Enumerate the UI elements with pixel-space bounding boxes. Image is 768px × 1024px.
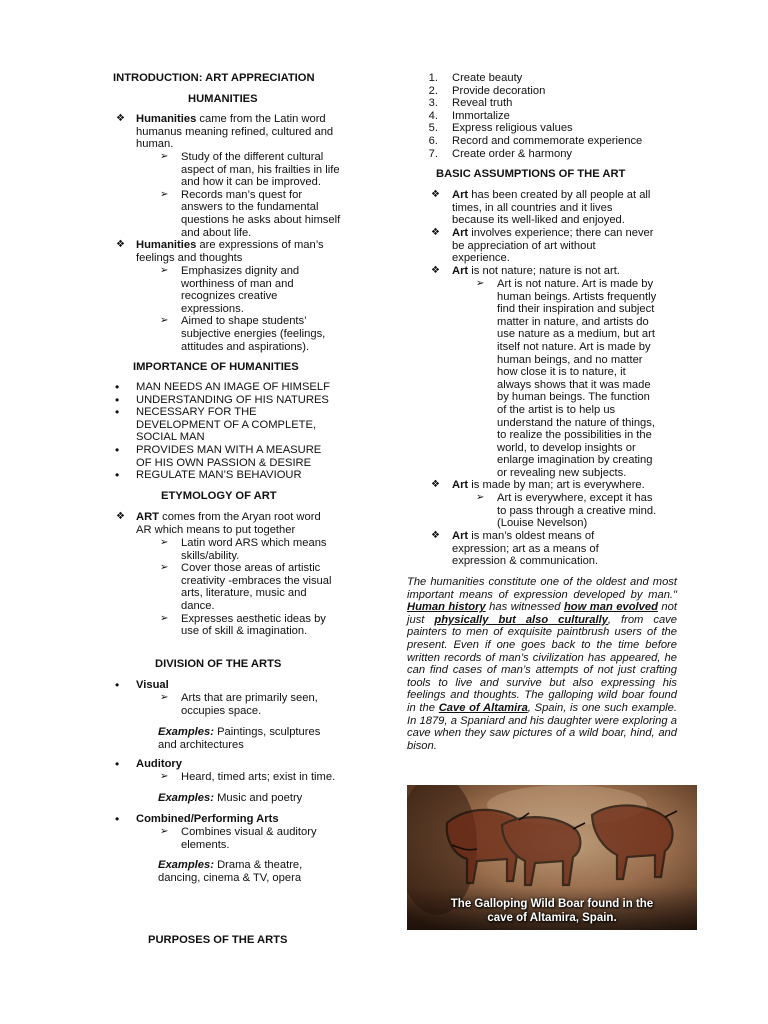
bullet-icon: •	[115, 468, 120, 483]
sub-point-line: skills/ability.	[181, 549, 240, 562]
emphasized-phrase: how man evolved	[563, 601, 658, 614]
sub-point-line: worthiness of man and	[181, 277, 294, 290]
section-heading: ETYMOLOGY OF ART	[161, 490, 277, 502]
assumption-line	[452, 479, 645, 492]
sub-point-line: arts, literature, music and	[181, 587, 307, 600]
assumption-line	[452, 530, 594, 543]
purpose-item: Express religious values	[452, 122, 573, 135]
assumption-detail-line: of the artist is to help us	[497, 404, 616, 416]
arrow-bullet-icon: ➢	[160, 562, 169, 574]
diamond-bullet-icon: ❖	[431, 530, 440, 541]
examples-text: Paintings, sculptures	[213, 726, 321, 738]
sub-point-line: and about life.	[181, 226, 252, 239]
importance-item: SOCIAL MAN	[136, 431, 205, 444]
term-text: are expressions of man’s	[196, 239, 324, 251]
sub-point-line: Records man’s quest for	[181, 188, 303, 201]
term: Humanities	[136, 239, 197, 251]
section-heading: BASIC ASSUMPTIONS OF THE ART	[436, 168, 626, 180]
division-label: Auditory	[136, 758, 182, 770]
sub-point-line: and how it can be improved.	[181, 176, 321, 189]
examples-line	[158, 726, 320, 739]
examples-text: Music and poetry	[213, 792, 303, 804]
list-number: 6.	[428, 135, 438, 147]
assumption-detail-line: human beings. Artists frequently	[497, 290, 657, 303]
assumption-detail-line: use nature as a medium, but art	[497, 328, 655, 341]
arrow-bullet-icon: ➢	[476, 278, 485, 289]
bullet-icon: •	[115, 405, 120, 420]
purpose-item: Record and commemorate experience	[452, 135, 643, 147]
paragraph-text: The humanities constitute one of the oldest and most important means of expression developed by man."	[407, 576, 677, 601]
sub-point-line: recognizes creative	[181, 290, 278, 303]
sub-point-line: Latin word ARS which means	[181, 537, 327, 549]
image-caption	[407, 897, 697, 925]
importance-item: PROVIDES MAN WITH A MEASURE	[136, 444, 322, 456]
arrow-bullet-icon: ➢	[160, 265, 169, 276]
term-text: is man’s oldest means of	[468, 530, 595, 542]
sub-point-line: answers to the fundamental	[181, 201, 319, 214]
importance-item: NECESSARY FOR THE	[136, 406, 257, 419]
examples-label: Examples:	[158, 726, 214, 738]
arrow-bullet-icon: ➢	[160, 188, 169, 200]
sub-point-line: Expresses aesthetic ideas by	[181, 612, 326, 625]
humanities-expressions-line: feelings and thoughts	[136, 251, 243, 264]
section-heading: IMPORTANCE OF HUMANITIES	[133, 361, 299, 373]
purpose-item: Create beauty	[452, 72, 523, 84]
emphasized-phrase: physically but also culturally	[434, 613, 608, 626]
diamond-bullet-icon: ❖	[431, 189, 440, 200]
sub-point-line: creativity -embraces the visual	[181, 574, 332, 587]
humanities-definition-line: humanus meaning refined, cultured and	[136, 125, 334, 138]
assumption-detail-line: enlarge imagination by creating	[497, 454, 653, 467]
assumption-detail-line: matter in nature, and artists do	[497, 315, 649, 328]
purpose-item: Reveal truth	[452, 97, 513, 110]
sub-point-line: occupies space.	[181, 704, 262, 717]
arrow-bullet-icon: ➢	[160, 151, 169, 162]
purpose-item: Create order & harmony	[452, 147, 573, 160]
sub-point-line: Cover those areas of artistic	[181, 562, 321, 575]
term-text: came from the Latin word	[196, 113, 326, 125]
sub-point-line: dance.	[181, 600, 215, 612]
arrow-bullet-icon: ➢	[160, 692, 169, 703]
importance-item: REGULATE MAN’S BEHAVIOUR	[136, 469, 302, 482]
term: Art	[452, 265, 469, 277]
importance-item: OF HIS OWN PASSION & DESIRE	[136, 456, 312, 469]
diamond-bullet-icon: ❖	[431, 265, 440, 276]
bullet-icon: •	[115, 380, 120, 394]
sub-point-line: Emphasizes dignity and	[181, 265, 300, 277]
examples-label: Examples:	[158, 792, 214, 804]
arrow-bullet-icon: ➢	[160, 826, 169, 837]
examples-line	[158, 859, 302, 872]
cave-painting-image	[407, 785, 697, 930]
paragraph-text: has witnessed	[485, 601, 564, 614]
arrow-bullet-icon: ➢	[160, 537, 169, 548]
humanities-expressions	[136, 239, 324, 252]
diamond-bullet-icon: ❖	[116, 511, 125, 522]
diamond-bullet-icon: ❖	[431, 479, 440, 490]
paragraph-text: , from cave painters to men of exquisite paintbrush users of the present. Even if one goes back to the time before written records of man’s civilization has appeared, he can find cases of man’s attempts of not just crafting tools to live and survive but also expressing his feelings and thoughts. The galloping wild boar found in the	[407, 613, 677, 714]
page-title: INTRODUCTION: ART APPRECIATION	[113, 72, 315, 84]
examples-line	[158, 792, 302, 805]
assumption-line	[452, 265, 620, 278]
sub-point-line: Aimed to shape students’	[181, 315, 307, 328]
sub-point-line: questions he asks about himself	[181, 214, 341, 226]
examples-line: and architectures	[158, 738, 244, 751]
etymology-definition-line: AR which means to put together	[136, 523, 296, 536]
assumption-line	[452, 227, 654, 240]
assumption-detail-line: by human beings. The function	[497, 391, 650, 404]
purpose-item: Provide decoration	[452, 84, 546, 97]
arrow-bullet-icon: ➢	[160, 612, 169, 624]
diamond-bullet-icon: ❖	[431, 227, 440, 238]
term-text: has been created by all people at all	[468, 189, 651, 201]
list-number: 7.	[428, 147, 438, 160]
term-text: involves experience; there can never	[468, 227, 654, 239]
importance-item: DEVELOPMENT OF A COMPLETE,	[136, 418, 317, 431]
arrow-bullet-icon: ➢	[160, 315, 169, 327]
assumption-detail-line: understand the nature of things,	[497, 416, 655, 429]
assumption-detail-line: Art is everywhere, except it has	[497, 492, 653, 504]
sub-point-line: subjective energies (feelings,	[181, 328, 326, 340]
list-number: 5.	[428, 122, 438, 135]
examples-text: Drama & theatre,	[213, 859, 303, 871]
assumption-detail-line: to realize the possibilities in the	[497, 429, 652, 442]
assumption-detail-line: human beings, and no matter	[497, 353, 643, 366]
assumption-detail-line: or revealing new subjects.	[497, 467, 627, 479]
term: Art	[452, 227, 469, 239]
importance-item: UNDERSTANDING OF HIS NATURES	[136, 393, 329, 406]
assumption-detail-line: itself not nature. Art is made by	[497, 341, 651, 353]
humanities-definition	[136, 113, 326, 126]
assumption-detail-line: world, to develop insights or	[497, 441, 636, 454]
bullet-icon: •	[115, 443, 120, 457]
term-text: is not nature; nature is not art.	[468, 265, 620, 277]
sub-point-line: use of skill & imagination.	[181, 625, 308, 638]
sub-point-line: Study of the different cultural	[181, 151, 324, 163]
assumption-line	[452, 189, 650, 202]
sub-point-line: Arts that are primarily seen,	[181, 692, 318, 704]
term: Art	[452, 530, 469, 542]
sub-point-line: elements.	[181, 838, 230, 851]
paragraph-text: , Spain, is one such example. In 1879, a Spaniard and his daughter were exploring a cave when they saw pictures of a wild boar, hind, and bison.	[407, 701, 677, 752]
assumption-detail-line: (Louise Nevelson)	[497, 517, 588, 530]
assumption-detail-line: how close it is to nature, it	[497, 366, 626, 379]
image-caption-line: The Galloping Wild Boar found in the	[450, 898, 654, 910]
paragraph-text: not just	[407, 601, 677, 626]
purpose-item: Immortalize	[452, 109, 510, 122]
term: Humanities	[136, 113, 197, 125]
list-number: 2.	[428, 84, 438, 97]
term: Art	[452, 189, 469, 201]
emphasized-phrase: Cave of Altamira	[438, 701, 528, 714]
image-caption-line: cave of Altamira, Spain.	[487, 912, 617, 924]
division-label: Combined/Performing Arts	[136, 813, 279, 825]
examples-line: dancing, cinema & TV, opera	[158, 871, 302, 884]
emphasized-phrase: Human history	[407, 601, 486, 614]
section-heading: HUMANITIES	[188, 93, 258, 105]
sub-point-line: expressions.	[181, 302, 244, 315]
assumption-detail-line: always shows that it was made	[497, 378, 651, 391]
bullet-icon: •	[115, 392, 120, 407]
importance-item: MAN NEEDS AN IMAGE OF HIMSELF	[136, 381, 330, 393]
assumption-line: expression & communication.	[452, 555, 599, 568]
arrow-bullet-icon: ➢	[160, 771, 169, 782]
division-label: Visual	[136, 679, 169, 691]
term-text: is made by man; art is everywhere.	[468, 479, 645, 491]
diamond-bullet-icon: ❖	[116, 239, 125, 250]
list-number: 1.	[428, 72, 438, 84]
bullet-icon: •	[115, 757, 120, 771]
assumption-line: be appreciation of art without	[452, 239, 596, 252]
arrow-bullet-icon: ➢	[476, 492, 485, 503]
assumption-detail-line: to pass through a creative mind.	[497, 504, 657, 517]
term: Art	[452, 479, 469, 491]
diamond-bullet-icon: ❖	[116, 113, 125, 124]
section-heading: PURPOSES OF THE ARTS	[148, 934, 288, 946]
assumption-line: times, in all countries and it lives	[452, 201, 613, 214]
term-text: comes from the Aryan root word	[159, 511, 321, 523]
etymology-definition	[136, 511, 321, 524]
examples-label: Examples:	[158, 859, 214, 871]
humanities-definition-line: human.	[136, 138, 174, 151]
sub-point-line: Heard, timed arts; exist in time.	[181, 771, 336, 783]
section-heading: DIVISION OF THE ARTS	[155, 658, 282, 670]
intro-paragraph	[407, 576, 677, 752]
term: ART	[136, 511, 159, 523]
assumption-line: expression; art as a means of	[452, 542, 599, 555]
assumption-line: experience.	[452, 252, 510, 265]
sub-point-line: Combines visual & auditory	[181, 826, 317, 838]
list-number: 3.	[428, 97, 438, 110]
assumption-detail-line: find their inspiration and subject	[497, 303, 655, 316]
sub-point-line: aspect of man, his frailties in life	[181, 163, 340, 176]
list-number: 4.	[428, 109, 438, 122]
assumption-line: because its well-liked and enjoyed.	[452, 214, 625, 227]
bullet-icon: •	[115, 812, 120, 826]
sub-point-line: attitudes and aspirations).	[181, 340, 310, 353]
bullet-icon: •	[115, 678, 120, 692]
assumption-detail-line: Art is not nature. Art is made by	[497, 278, 654, 290]
